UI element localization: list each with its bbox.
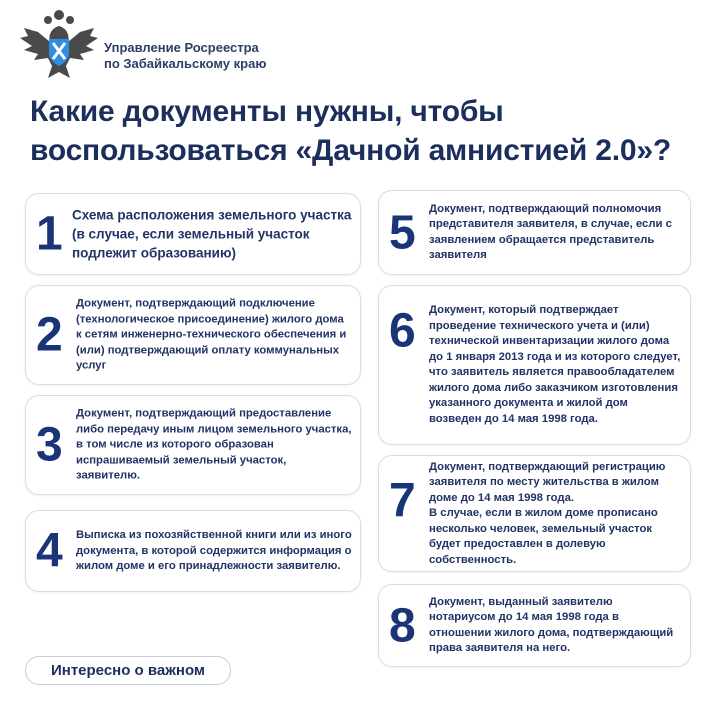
card-number: 5 bbox=[389, 206, 416, 259]
document-card-6 bbox=[378, 285, 691, 445]
card-number: 3 bbox=[36, 418, 63, 472]
document-card-2 bbox=[25, 285, 361, 385]
card-text: Схема расположения земельного участка (в случае, если земельный участок подлежит образованию) bbox=[72, 207, 352, 261]
organization-name bbox=[104, 40, 266, 72]
card-text: Документ, подтверждающий предоставление либо передачу иным лицом земельного участка, в том числе из которого образован испрашиваемый земельный участок, заявителю. bbox=[76, 407, 352, 482]
title-line-1: Какие документы нужны, чтобы bbox=[30, 95, 504, 128]
card-text: Документ, подтверждающий подключение (технологическое присоединение) жилого дома к сетям инженерно-технического обеспечения и (или) подтверждающий оплату коммунальных услуг bbox=[76, 297, 347, 372]
card-number: 6 bbox=[389, 304, 416, 358]
document-card-5 bbox=[378, 190, 691, 275]
org-line-2: по Забайкальскому краю bbox=[104, 56, 267, 71]
document-card-1 bbox=[25, 193, 361, 275]
card-number: 7 bbox=[389, 474, 416, 528]
rosreestr-eagle-logo bbox=[18, 6, 100, 84]
card-text-main: Документ, подтверждающий регистрацию заявителя по месту жительства в жилом доме до 14 мая 1998 года. bbox=[429, 460, 666, 504]
card-number: 4 bbox=[36, 524, 63, 578]
card-text: Документ, выданный заявителю нотариусом до 14 мая 1998 года в отношении жилого дома, подтверждающий права заявителя на него. bbox=[429, 595, 674, 654]
footer-tag: Интересно о важном bbox=[25, 656, 231, 685]
page-title bbox=[30, 92, 671, 170]
card-text: Документ, который подтверждает проведение технического учета и (или) технической инвентаризации жилого дома до 1 января 2013 года и из которого следует, что заявитель является правообладателем жилого дома либо заказчиком изготовления указанного документа и жилой дом возведен до 14 мая 1998 года. bbox=[429, 304, 681, 425]
document-card-4 bbox=[25, 510, 361, 592]
card-number: 8 bbox=[389, 599, 416, 652]
card-text-note: В случае, если в жилом доме прописано несколько человек, земельный участок будет предоставлен в долевую собственность. bbox=[429, 506, 658, 566]
document-card-3 bbox=[25, 395, 361, 495]
title-line-2: воспользоваться «Дачной амнистией 2.0»? bbox=[30, 134, 672, 167]
document-card-8 bbox=[378, 584, 691, 667]
document-card-7 bbox=[378, 455, 691, 572]
card-text: Выписка из похозяйственной книги или из иного документа, в которой содержится информация о жилом доме и его принадлежности заявителю. bbox=[76, 528, 352, 572]
org-line-1: Управление Росреестра bbox=[104, 40, 259, 55]
card-text: Документ, подтверждающий полномочия представителя заявителя, в случае, если с заявлением обращается представитель заявителя bbox=[429, 202, 672, 261]
card-number: 2 bbox=[36, 308, 63, 362]
card-text bbox=[429, 459, 682, 568]
card-number: 1 bbox=[36, 207, 63, 261]
